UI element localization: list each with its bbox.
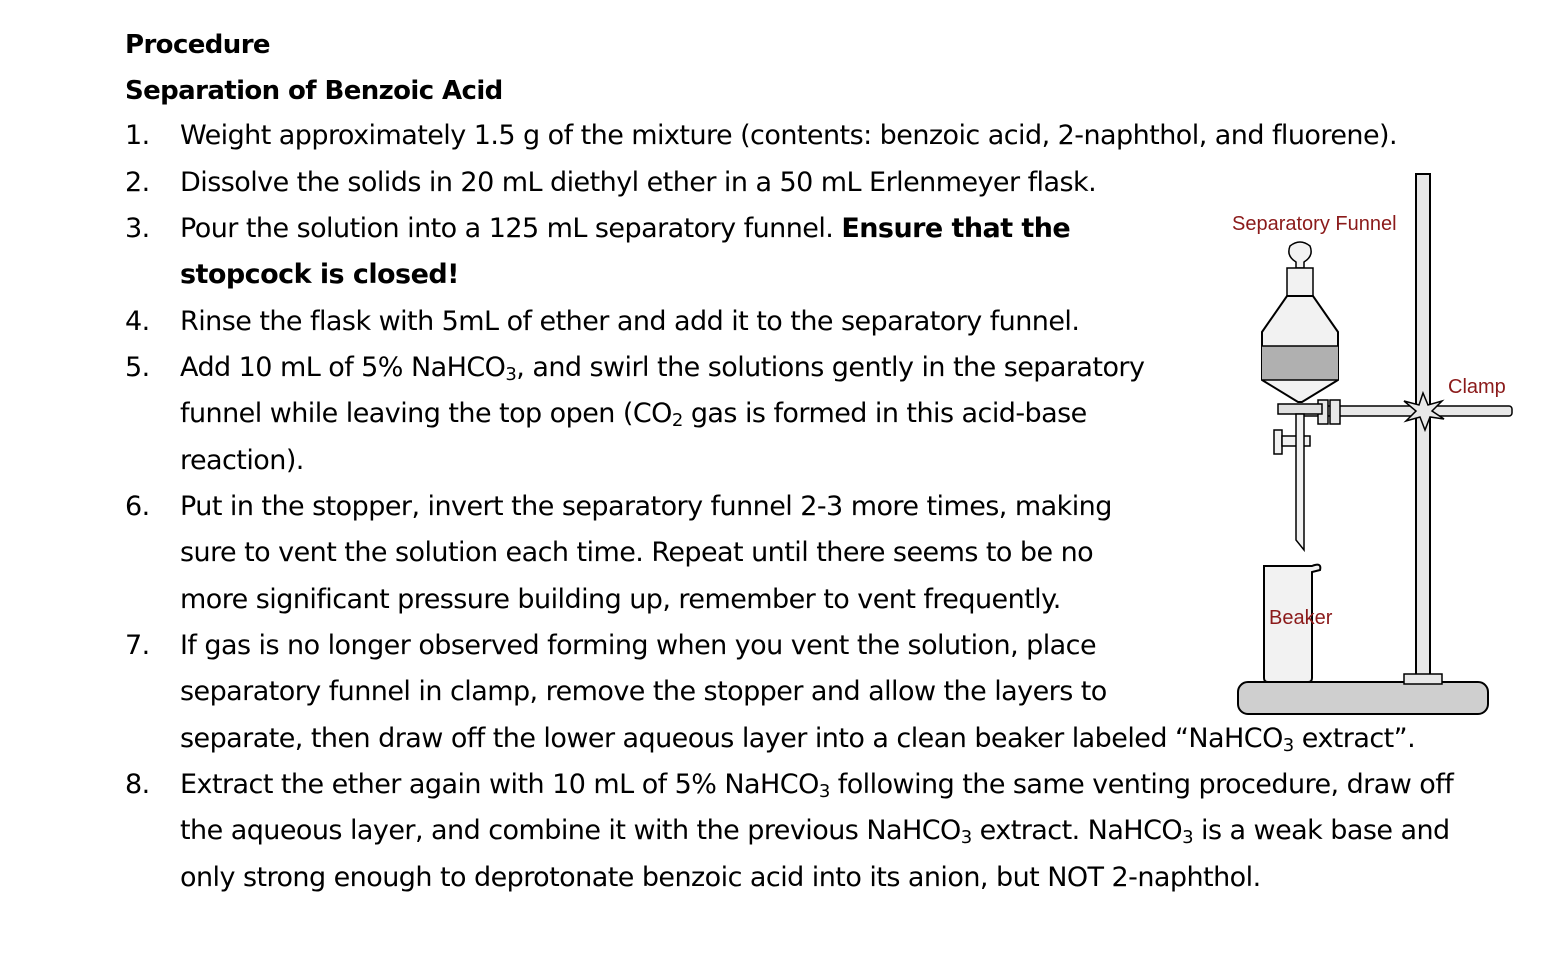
aqueous-layer <box>1262 346 1338 380</box>
step-line <box>180 119 1397 153</box>
step-text-bold: Ensure that the <box>841 213 1071 244</box>
step-number: 4. <box>125 306 150 337</box>
step-line <box>180 305 1079 339</box>
step-number: 5. <box>125 352 150 383</box>
step-number: 8. <box>125 769 150 800</box>
step-text: , and swirl the solutions gently in the separatory <box>516 352 1145 383</box>
step-text: extract. NaHCO <box>971 815 1183 846</box>
step-line <box>180 768 1453 802</box>
step-line <box>180 444 304 478</box>
step-text: Weight approximately 1.5 g of the mixture (contents: benzoic acid, 2-naphthol, and fluorene). <box>180 120 1398 151</box>
step-line <box>180 490 1112 524</box>
rod-foot <box>1404 674 1442 684</box>
step-text: Dissolve the solids in 20 mL diethyl ether in a 50 mL Erlenmeyer flask. <box>180 167 1097 198</box>
step-text: extract”. <box>1293 723 1416 754</box>
step-line <box>180 722 1415 756</box>
step-line <box>180 675 1107 709</box>
step-line <box>180 351 1144 385</box>
step-text: only strong enough to deprotonate benzoic acid into its anion, but NOT 2-naphthol. <box>180 862 1261 893</box>
step-number: 7. <box>125 630 150 661</box>
funnel-stopper <box>1289 242 1311 268</box>
beaker-label: Beaker <box>1269 607 1333 629</box>
step-line <box>180 814 1450 848</box>
step-text-bold: stopcock is closed! <box>180 259 459 290</box>
stand-base <box>1238 682 1488 714</box>
step-line <box>180 861 1261 895</box>
stand-rod <box>1416 174 1430 682</box>
step-text: Extract the ether again with 10 mL of 5% NaHCO <box>180 769 819 800</box>
subscript: 3 <box>960 827 972 848</box>
step-line <box>180 629 1096 663</box>
section-heading: Separation of Benzoic Acid <box>125 76 503 106</box>
step-text: following the same venting procedure, draw off <box>829 769 1454 800</box>
step-text: Rinse the flask with 5mL of ether and add it to the separatory funnel. <box>180 306 1080 337</box>
subscript: 2 <box>671 410 683 431</box>
step-line <box>180 583 1061 617</box>
stopcock <box>1278 404 1322 414</box>
step-number: 6. <box>125 491 150 522</box>
step-text: is a weak base and <box>1192 815 1450 846</box>
step-number: 2. <box>125 167 150 198</box>
step-number: 3. <box>125 213 150 244</box>
step-text: separatory funnel in clamp, remove the stopper and allow the layers to <box>180 676 1107 707</box>
step-line <box>180 258 459 292</box>
separatory-funnel-diagram <box>1180 160 1548 720</box>
step-text: more significant pressure building up, remember to vent frequently. <box>180 584 1061 615</box>
step-line <box>180 397 1087 431</box>
subscript: 3 <box>818 781 830 802</box>
step-text: Add 10 mL of 5% NaHCO <box>180 352 506 383</box>
step-text: gas is formed in this acid-base <box>682 398 1087 429</box>
step-text: sure to vent the solution each time. Repeat until there seems to be no <box>180 537 1094 568</box>
subscript: 3 <box>505 364 517 385</box>
step-text: reaction). <box>180 445 304 476</box>
funnel-label: Separatory Funnel <box>1232 213 1397 235</box>
funnel-neck <box>1287 268 1313 296</box>
step-text: If gas is no longer observed forming when you vent the solution, place <box>180 630 1097 661</box>
step-text: Put in the stopper, invert the separatory funnel 2-3 more times, making <box>180 491 1112 522</box>
subscript: 3 <box>1282 735 1294 756</box>
step-line <box>180 536 1093 570</box>
step-text: separate, then draw off the lower aqueous layer into a clean beaker labeled “NaHCO <box>180 723 1283 754</box>
step-line <box>180 212 1070 246</box>
apparatus-drawing <box>1180 160 1548 720</box>
procedure-heading: Procedure <box>125 30 270 60</box>
subscript: 3 <box>1182 827 1193 848</box>
step-text: funnel while leaving the top open (CO <box>180 398 672 429</box>
clamp-label: Clamp <box>1448 376 1506 398</box>
step-text: the aqueous layer, and combine it with the previous NaHCO <box>180 815 961 846</box>
step-number: 1. <box>125 120 150 151</box>
stopcock-handle <box>1274 430 1282 454</box>
step-text: Pour the solution into a 125 mL separatory funnel. <box>180 213 842 244</box>
step-line <box>180 166 1096 200</box>
clamp-jaw <box>1330 400 1340 424</box>
funnel-stem <box>1296 414 1304 550</box>
